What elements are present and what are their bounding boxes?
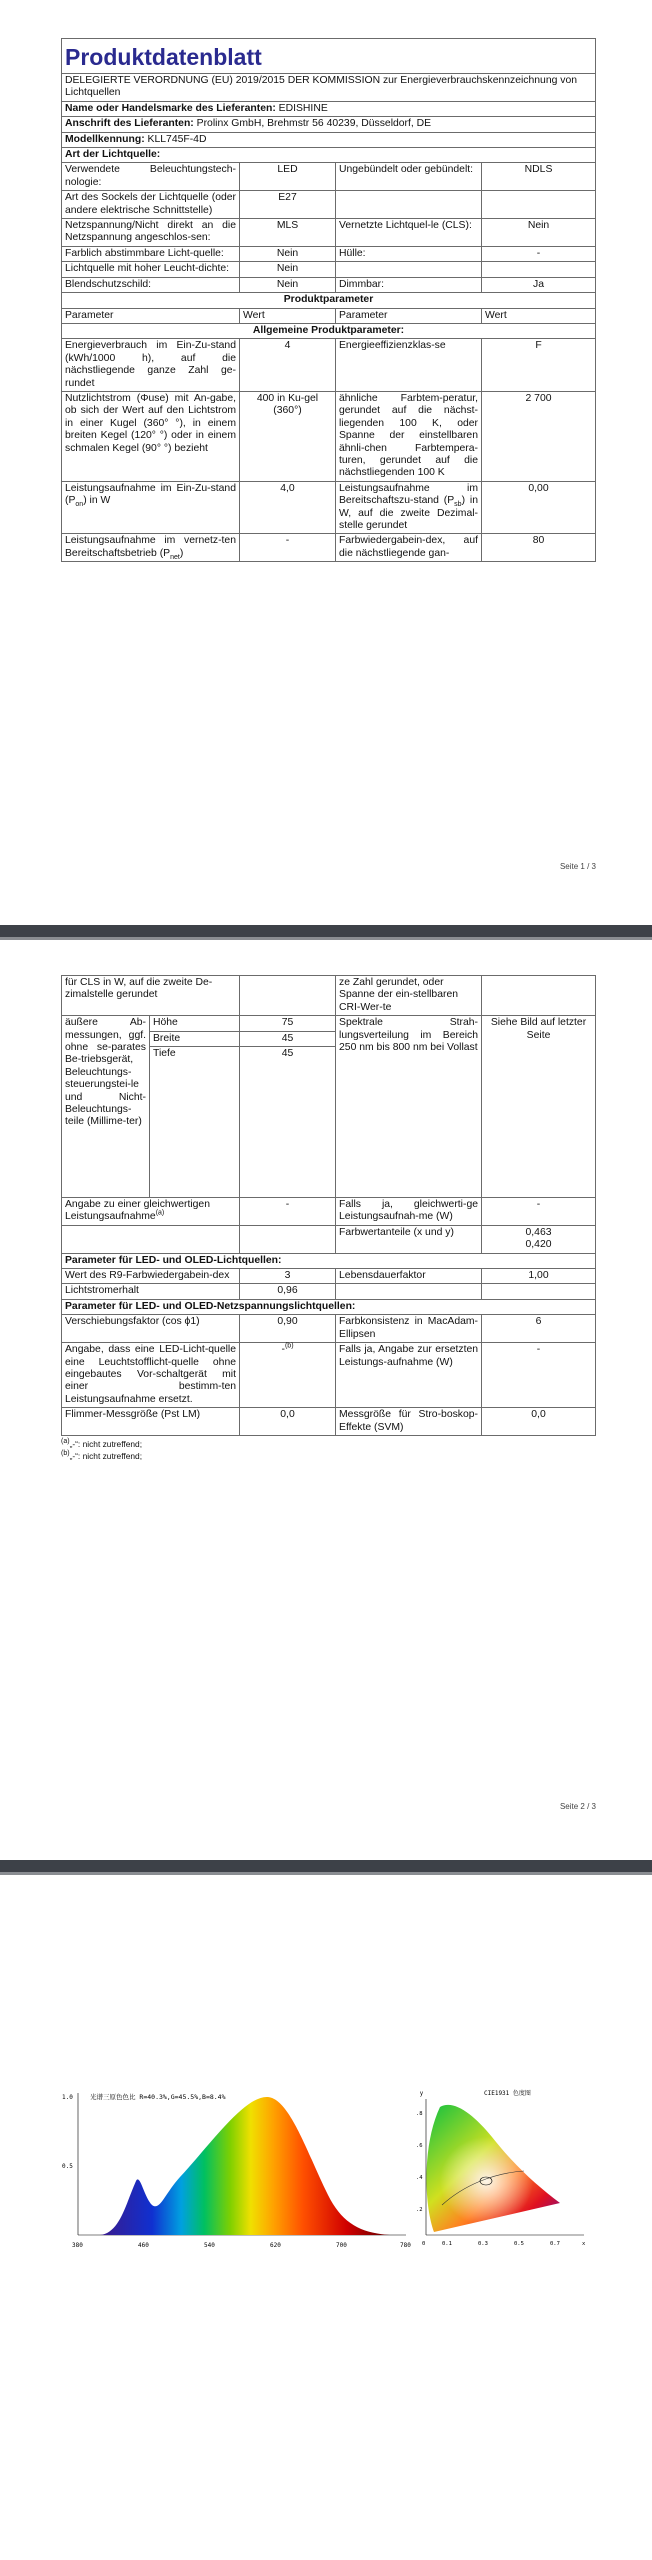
depth-label: Tiefe <box>150 1047 240 1198</box>
document-page-3 <box>0 1875 652 2560</box>
empty-cell <box>336 1284 482 1299</box>
mains-value: MLS <box>240 219 336 247</box>
dimmable-value: Ja <box>482 277 596 292</box>
footnote-a-mark: (a) <box>61 1438 70 1446</box>
spectrum-x-tick: 540 <box>204 2242 215 2249</box>
energy-class-label: Energieeffizienzklas-se <box>336 339 482 392</box>
footnote-a-text: „-“: nicht zutreffend; <box>69 1438 143 1449</box>
supplier-name-value: EDISHINE <box>278 102 328 114</box>
cie-white-region <box>426 2105 560 2232</box>
networked-standby-label <box>62 534 240 562</box>
column-header-value: Wert <box>240 308 336 323</box>
empty-cell <box>240 1225 336 1253</box>
power-factor-label: Verschiebungsfaktor (cos ϕ1) <box>62 1315 240 1343</box>
document-page-2 <box>0 940 652 1860</box>
cie-x-tick: 0.3 <box>478 2241 488 2247</box>
empty-cell <box>62 1225 240 1253</box>
on-mode-power-unit: ) in W <box>83 495 111 507</box>
r9-label: Wert des R9-Farbwiedergabein-dex <box>62 1269 240 1284</box>
tech-value: LED <box>240 163 336 191</box>
luminous-flux-value: 400 in Ku-gel (360°) <box>240 391 336 481</box>
depth-value: 45 <box>240 1047 336 1198</box>
datasheet-table-page-1 <box>61 38 595 562</box>
standby-power-label <box>336 481 482 534</box>
equivalent-power-label: Falls ja, gleichwerti-ge Leistungsaufnah-me (W) <box>336 1198 482 1226</box>
energy-consumption-label: Energieverbrauch im Ein-Zu-stand (kWh/1000 h), auf die nächstliegende ganze Zahl ge-rundet <box>62 339 240 392</box>
cie-x-label: x <box>582 2241 586 2247</box>
spectrum-y-tick: 1.0 <box>62 2094 73 2101</box>
empty-cell <box>336 262 482 277</box>
replacement-claim-label: Angabe, dass eine LED-Licht-quelle eine Leuchtstofflicht-quelle ohne eingebautes Vor-schaltgerät mit einer bestimm-ten Leistungsaufnahme ersetzt. <box>62 1343 240 1408</box>
chromaticity-y: 0,420 <box>525 1239 552 1251</box>
networked-standby-continued: für CLS in W, auf die zweite De-zimalstelle gerundet <box>62 976 240 1016</box>
standby-power-unit: ) in W, auf die zweite Dezimal-stelle gerundet <box>339 495 478 531</box>
cie-y-tick: .4 <box>416 2175 423 2181</box>
cie-chart-svg <box>414 2085 592 2253</box>
spectrum-curve <box>100 2097 390 2235</box>
networked-standby-text: Leistungsaufnahme im vernetz-ten Bereitschaftsbetrieb (P <box>65 535 236 559</box>
regulation-subtitle: DELEGIERTE VERORDNUNG (EU) 2019/2015 DER KOMMISSION zur Energieverbrauchskennzeichnung von Lichtquellen <box>62 74 596 102</box>
supplier-name-label: Name oder Handelsmarke des Lieferanten: <box>65 102 276 114</box>
high-luminance-value: Nein <box>240 262 336 277</box>
networked-standby-value: - <box>240 534 336 562</box>
standby-power-sub: sb <box>454 501 462 509</box>
spectrum-chart <box>60 2085 412 2253</box>
document-page-1 <box>0 0 652 925</box>
cri-label-continued: ze Zahl gerundet, oder Spanne der ein-stellbaren CRI-Wer-te <box>336 976 482 1016</box>
dimmable-label: Dimmbar: <box>336 277 482 292</box>
on-mode-power-text: Leistungsaufnahme im Ein-Zu-stand (P <box>65 482 236 507</box>
page-divider <box>0 1860 652 1875</box>
product-params-heading: Produktparameter <box>62 293 596 308</box>
cls-value: Nein <box>482 219 596 247</box>
lightsource-type-heading: Art der Lichtquelle: <box>62 148 596 163</box>
model-label: Modellkennung: <box>65 133 145 145</box>
empty-cell <box>482 262 596 277</box>
glare-shield-label: Blendschutzschild: <box>62 277 240 292</box>
footnotes <box>61 1438 595 1462</box>
replaced-power-value: - <box>482 1343 596 1408</box>
supplier-address-value: Prolinx GmbH, Brehmstr 56 40239, Düsseldorf, DE <box>196 118 432 130</box>
r9-value: 3 <box>240 1269 336 1284</box>
cie-y-label: y <box>420 2091 423 2097</box>
chromaticity-x: 0,463 <box>525 1226 552 1238</box>
cri-value: 80 <box>482 534 596 562</box>
cct-label: ähnliche Farbtem-peratur, gerundet auf die nächst-liegenden 100 K, oder Spanne der einstellbaren ähnli-chen Farbtempera-turen, gerundet auf die nächstliegenden 100 K <box>336 391 482 481</box>
empty-cell <box>240 976 336 1016</box>
networked-standby-close: ) <box>179 547 184 559</box>
cie-y-tick: .6 <box>416 2143 423 2149</box>
flicker-label: Flimmer-Messgröße (Pst LM) <box>62 1408 240 1436</box>
tunable-label: Farblich abstimmbare Licht-quelle: <box>62 246 240 261</box>
column-header-parameter: Parameter <box>336 308 482 323</box>
colour-consistency-value: 6 <box>482 1315 596 1343</box>
standby-power-text: Leistungsaufnahme im Bereitschaftszu-stand (P <box>339 482 478 507</box>
chromaticity-value <box>482 1225 596 1253</box>
energy-class-value: F <box>482 339 596 392</box>
power-factor-value: 0,90 <box>240 1315 336 1343</box>
colour-consistency-label: Farbkonsistenz in MacAdam-Ellipsen <box>336 1315 482 1343</box>
stroboscopic-value: 0,0 <box>482 1408 596 1436</box>
column-header-value: Wert <box>482 308 596 323</box>
flicker-value: 0,0 <box>240 1408 336 1436</box>
standby-power-value: 0,00 <box>482 481 596 534</box>
page-number: Seite 1 / 3 <box>559 862 596 871</box>
lumen-maintenance-label: Lichtstromerhalt <box>62 1284 240 1299</box>
cie-x-tick: 0.1 <box>442 2241 452 2247</box>
page-divider <box>0 925 652 940</box>
cie-x-tick: 0.7 <box>550 2241 560 2247</box>
cls-label: Vernetzte Lichtquel-le (CLS): <box>336 219 482 247</box>
replacement-claim-dash: - <box>281 1344 285 1356</box>
footnote-a <box>61 1438 595 1450</box>
cie-x-tick: 0 <box>422 2241 426 2247</box>
replacement-claim-value <box>240 1343 336 1408</box>
envelope-value: - <box>482 246 596 261</box>
cie-chart <box>414 2085 592 2253</box>
supplier-address-row <box>62 117 596 132</box>
lumen-maintenance-value: 0,96 <box>240 1284 336 1299</box>
spectrum-x-tick: 700 <box>336 2242 347 2249</box>
cap-value: E27 <box>240 191 336 219</box>
replaced-power-label: Falls ja, Angabe zur ersetzten Leistungs-aufnahme (W) <box>336 1343 482 1408</box>
directional-value: NDLS <box>482 163 596 191</box>
stroboscopic-label: Messgröße für Stro-boskop-Effekte (SVM) <box>336 1408 482 1436</box>
energy-consumption-value: 4 <box>240 339 336 392</box>
high-luminance-label: Lichtquelle mit hoher Leucht-dichte: <box>62 262 240 277</box>
footnote-b <box>61 1450 595 1462</box>
on-mode-power-value: 4,0 <box>240 481 336 534</box>
model-value: KLL745F-4D <box>147 133 207 145</box>
cie-title: CIE1931 色度图 <box>484 2090 531 2097</box>
survival-factor-value: 1,00 <box>482 1269 596 1284</box>
networked-standby-sub: net <box>170 553 180 561</box>
chromaticity-label: Farbwertanteile (x und y) <box>336 1225 482 1253</box>
spectral-distribution-label: Spektrale Strah-lungsverteilung im Bereich 250 nm bis 800 nm bei Vollast <box>336 1016 482 1198</box>
mains-label: Netzspannung/Nicht direkt an die Netzspannung angeschlos-sen: <box>62 219 240 247</box>
equivalent-power-value: - <box>482 1198 596 1226</box>
empty-cell <box>482 191 596 219</box>
supplier-name-row <box>62 101 596 116</box>
page-number: Seite 2 / 3 <box>559 1802 596 1811</box>
cie-x-tick: 0.5 <box>514 2241 524 2247</box>
luminous-flux-label: Nutzlichtstrom (Φuse) mit An-gabe, ob sich der Wert auf den Lichtstrom in einer Kugel (360° °), in einem breiten Kegel (120° °) oder in einem schmalen Kegel (90° °) bezieht <box>62 391 240 481</box>
on-mode-power-sub: on <box>75 501 84 509</box>
spectral-distribution-value: Siehe Bild auf letzter Seite <box>482 1016 596 1198</box>
spectrum-y-tick: 0.5 <box>62 2163 73 2170</box>
empty-cell <box>482 1284 596 1299</box>
height-value: 75 <box>240 1016 336 1031</box>
directional-label: Ungebündelt oder gebündelt: <box>336 163 482 191</box>
tunable-value: Nein <box>240 246 336 261</box>
datasheet-table-page-2 <box>61 975 595 1462</box>
survival-factor-label: Lebensdauerfaktor <box>336 1269 482 1284</box>
glare-shield-value: Nein <box>240 277 336 292</box>
equivalent-power-claim-label <box>62 1198 240 1226</box>
height-label: Höhe <box>150 1016 240 1031</box>
supplier-address-label: Anschrift des Lieferanten: <box>65 118 194 130</box>
cct-value: 2 700 <box>482 391 596 481</box>
led-params-heading: Parameter für LED- und OLED-Lichtquellen: <box>62 1253 596 1268</box>
column-header-parameter: Parameter <box>62 308 240 323</box>
width-label: Breite <box>150 1031 240 1046</box>
spectrum-title: 光谱三原色色比 R=40.3%,G=45.5%,B=8.4% <box>90 2093 226 2101</box>
envelope-label: Hülle: <box>336 246 482 261</box>
cri-label: Farbwiedergabein-dex, auf die nächstliegende gan- <box>336 534 482 562</box>
mains-params-heading: Parameter für LED- und OLED-Netzspannungslichtquellen: <box>62 1299 596 1314</box>
spectrum-x-tick: 620 <box>270 2242 281 2249</box>
spectrum-x-tick: 380 <box>72 2242 83 2249</box>
spectrum-x-tick: 460 <box>138 2242 149 2249</box>
footnote-ref-a: (a) <box>155 1209 165 1217</box>
cie-y-tick: .8 <box>416 2111 423 2117</box>
on-mode-power-label <box>62 481 240 534</box>
equivalent-power-claim-text: Angabe zu einer gleichwertigen Leistungsaufnahme <box>65 1199 210 1223</box>
width-value: 45 <box>240 1031 336 1046</box>
model-row <box>62 132 596 147</box>
cie-y-tick: .2 <box>416 2207 423 2213</box>
general-params-heading: Allgemeine Produktparameter: <box>62 323 596 338</box>
footnote-b-mark: (b) <box>61 1450 70 1458</box>
dimensions-label: äußere Ab-messungen, ggf. ohne se-parates Be-triebsgerät, Beleuchtungs-steuerungstei-le und Nicht-Beleuchtungs-teile (Millime-ter) <box>62 1016 150 1198</box>
cap-label: Art des Sockels der Lichtquelle (oder andere elektrische Schnittstelle) <box>62 191 240 219</box>
footnote-b-text: „-“: nicht zutreffend; <box>69 1450 143 1461</box>
footnote-ref-b: (b) <box>284 1342 294 1350</box>
empty-cell <box>336 191 482 219</box>
tech-label: Verwendete Beleuchtungstech-nologie: <box>62 163 240 191</box>
spectrum-x-tick: 780 <box>400 2242 411 2249</box>
equivalent-power-claim-value: - <box>240 1198 336 1226</box>
document-title: Produktdatenblatt <box>62 39 596 74</box>
spectrum-chart-svg <box>60 2085 412 2253</box>
empty-cell <box>482 976 596 1016</box>
